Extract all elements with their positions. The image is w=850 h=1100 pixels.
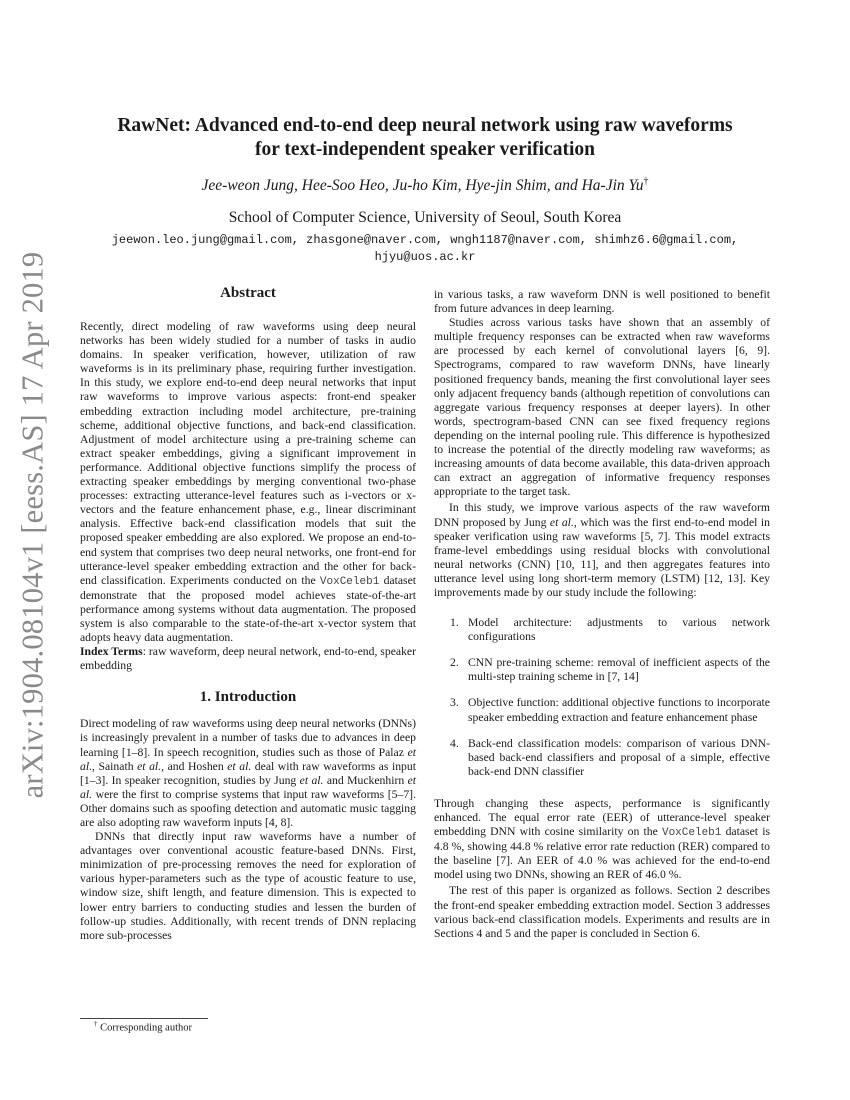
etal: et al. <box>549 515 574 529</box>
right-column <box>434 288 770 941</box>
abstract-heading: Abstract <box>220 285 276 301</box>
title-line-2: for text-independent speaker verification <box>255 139 595 160</box>
intro-p1-c: , and Hoshen <box>161 759 228 773</box>
arxiv-side-stamp <box>4 251 62 799</box>
index-terms-text: : raw waveform, deep neural network, end-to-end, speaker embedding <box>80 645 416 673</box>
emails-line-1: jeewon.leo.jung@gmail.com, zhasgone@naver.com, wngh1187@naver.com, shimhz6.6@gmail.com, <box>111 233 739 247</box>
footnote <box>94 1020 192 1034</box>
affiliation: School of Computer Science, University of Seoul, South Korea <box>228 209 622 226</box>
list-text: Back-end classification models: comparison of various DNN-based back-end classifiers and proposal of a simple, effective back-end DNN classifier <box>468 736 770 778</box>
intro-p1-f: were the first to comprise systems that input raw waveforms [5–7]. Other domains such as spoofing detection and automatic music tagging are also adopting raw waveform inputs [4, 8]. <box>80 787 416 829</box>
etal: et al. <box>80 773 417 801</box>
introduction-heading: 1. Introduction <box>199 689 297 706</box>
dataset-name: VoxCeleb1 <box>319 575 380 588</box>
author-names: Jee-weon Jung, Hee-Soo Heo, Ju-ho Kim, Hye-jin Shim, and Ha-Jin Yu <box>201 177 644 195</box>
footnote-text: Corresponding author <box>97 1022 192 1034</box>
etal: et al. <box>137 759 162 773</box>
intro-paragraph-4 <box>434 501 770 600</box>
arxiv-identifier: arXiv:1904.08104v1 [eess.AS] 17 Apr 2019 <box>15 251 50 799</box>
list-item <box>434 656 770 684</box>
intro-paragraph-1 <box>80 717 416 830</box>
intro-paragraph-6: The rest of this paper is organized as follows. Section 2 describes the front-end speaker embedding extraction model. Section 3 addresses various back-end classification models. Experiments and results are in Sections 4 and 5 and the paper is concluded in Section 6. <box>434 884 770 940</box>
index-terms <box>80 645 416 673</box>
intro-p1-d: deal with raw waveforms as input [1–3]. In speaker recognition, studies by Jung <box>80 759 416 787</box>
abstract-text-b: dataset demonstrate that the proposed model achieves state-of-the-art performance among systems without data augmentation. The proposed system is also comparable to the state-of-the-art x-vector system that adopts heavy data augmentation. <box>80 573 417 645</box>
intro-paragraph-2: DNNs that directly input raw waveforms have a number of advantages over conventional acoustic feature-based DNNs. First, minimization of pre-processing removes the need for exploration of various hyper-parameters such as the type of acoustic feature to use, window size, shift length, and feature dimension. This is expected to lower entry barriers to conducting studies and lessen the burden of follow-up studies. Additionally, with recent trends of DNN replacing more sub-processes <box>80 830 416 942</box>
list-number: 3. <box>450 696 459 710</box>
emails-line-2: hjyu@uos.ac.kr <box>374 250 476 264</box>
intro-p1-b: , Sainath <box>92 759 138 773</box>
author-emails <box>80 232 770 266</box>
intro-paragraph-3: Studies across various tasks have shown that an assembly of multiple frequency responses can be extracted when raw waveforms are processed by each kernel of convolutional layers [6, 9]. Spectrograms, compared to raw waveform DNNs, have linearly positioned frequency bands, meaning the first convolutional layer sees only adjacent frequency bands (although repetition of convolutions can aggregate various frequency responses at deeper layers). In other words, spectrogram-based CNN can see fixed frequency regions depending on the internal pooling rule. This difference is hypothesized to increase the potential of the directly modeling raw waveforms; as increasing amounts of data become available, this data-driven approach can extract an aggregation of informative frequency responses appropriate to the target task. <box>434 316 770 499</box>
intro-p5-a: Through changing these aspects, performance is significantly enhanced. The equal error rate (EER) of utterance-level speaker embedding DNN with cosine similarity on the <box>434 796 770 839</box>
intro-p4-b: , which was the first end-to-end model in speaker verification using raw waveforms [5, 7]. This model extracts frame-level embeddings using residual blocks with convolutional neural networks (CNN) [10, 11], and then aggregates features into utterance level using long short-term memory (LSTM) [12, 13]. Key improvements made by our study include the following: <box>434 515 770 599</box>
intro-p5-b: dataset is 4.8 %, showing 44.8 % relative error rate reduction (RER) compared to the baseline [7]. An EER of 4.0 % was achieved for the end-to-end model using two DNNs, showing an RER of 46.0 %. <box>434 825 771 882</box>
etal: et al. <box>299 773 324 787</box>
corresponding-author-mark: † <box>643 176 649 187</box>
intro-p4-a: In this study, we improve various aspects of the raw waveform DNN proposed by Jung <box>434 501 770 529</box>
intro-p1-a: Direct modeling of raw waveforms using deep neural networks (DNNs) is increasingly prevalent in a number of tasks due to advances in deep learning [1–8]. In speech recognition, studies such as those of Palaz <box>80 717 416 759</box>
author-list <box>80 176 770 195</box>
list-number: 2. <box>450 656 459 670</box>
abstract-text-a: Recently, direct modeling of raw waveforms using deep neural networks has been widely studied for a number of tasks in audio domains. In speaker verification, however, utilization of raw waveforms is in its preliminary phase, requiring further investigation. In this study, we explore end-to-end deep neural networks that input raw waveforms to improve various aspects: front-end speaker embedding extraction including model architecture, pre-training scheme, additional objective functions, and back-end classification. Adjustment of model architecture using a pre-training scheme can extract speaker embeddings, giving a significant improvement in performance. Additional objective functions simplify the process of extracting speaker embeddings by merging conventional two-phase processes: extracting utterance-level features such as i-vectors or x-vectors and the feature enhancement phase, e.g., linear discriminant analysis. Effective back-end classification models that suit the proposed speaker embedding are also explored. We propose an end-to-end system that comprises two deep neural networks, one front-end for utterance-level speaker embedding extraction and the other for back-end classification. Experiments conducted on the <box>80 320 416 587</box>
etal: et al. <box>227 759 252 773</box>
list-number: 4. <box>450 736 459 750</box>
title-line-1: RawNet: Advanced end-to-end deep neural network using raw waveforms <box>117 115 733 136</box>
list-text: Objective function: additional objective functions to incorporate speaker embedding extraction and feature enhancement phase <box>468 696 770 724</box>
paper-title <box>80 114 770 162</box>
list-item <box>434 616 770 644</box>
list-item <box>434 696 770 724</box>
intro-p1-e: and Muckenhirn <box>323 773 408 787</box>
list-text: CNN pre-training scheme: removal of inefficient aspects of the multi-step training scheme in [7, 14] <box>468 656 770 684</box>
list-number: 1. <box>450 616 459 630</box>
intro-paragraph-2-continued: in various tasks, a raw waveform DNN is well positioned to benefit from future advances in deep learning. <box>434 288 770 316</box>
list-text: Model architecture: adjustments to various network configurations <box>468 616 770 644</box>
left-column <box>80 284 416 943</box>
footnote-mark: † <box>94 1020 98 1028</box>
intro-paragraph-5 <box>434 797 770 883</box>
list-item <box>434 737 770 779</box>
etal: et al. <box>80 745 416 773</box>
improvement-list <box>434 616 770 779</box>
index-terms-label: Index Terms <box>80 645 143 659</box>
abstract-body <box>80 320 416 645</box>
footnote-rule <box>80 1018 208 1019</box>
dataset-name: VoxCeleb1 <box>661 827 722 840</box>
